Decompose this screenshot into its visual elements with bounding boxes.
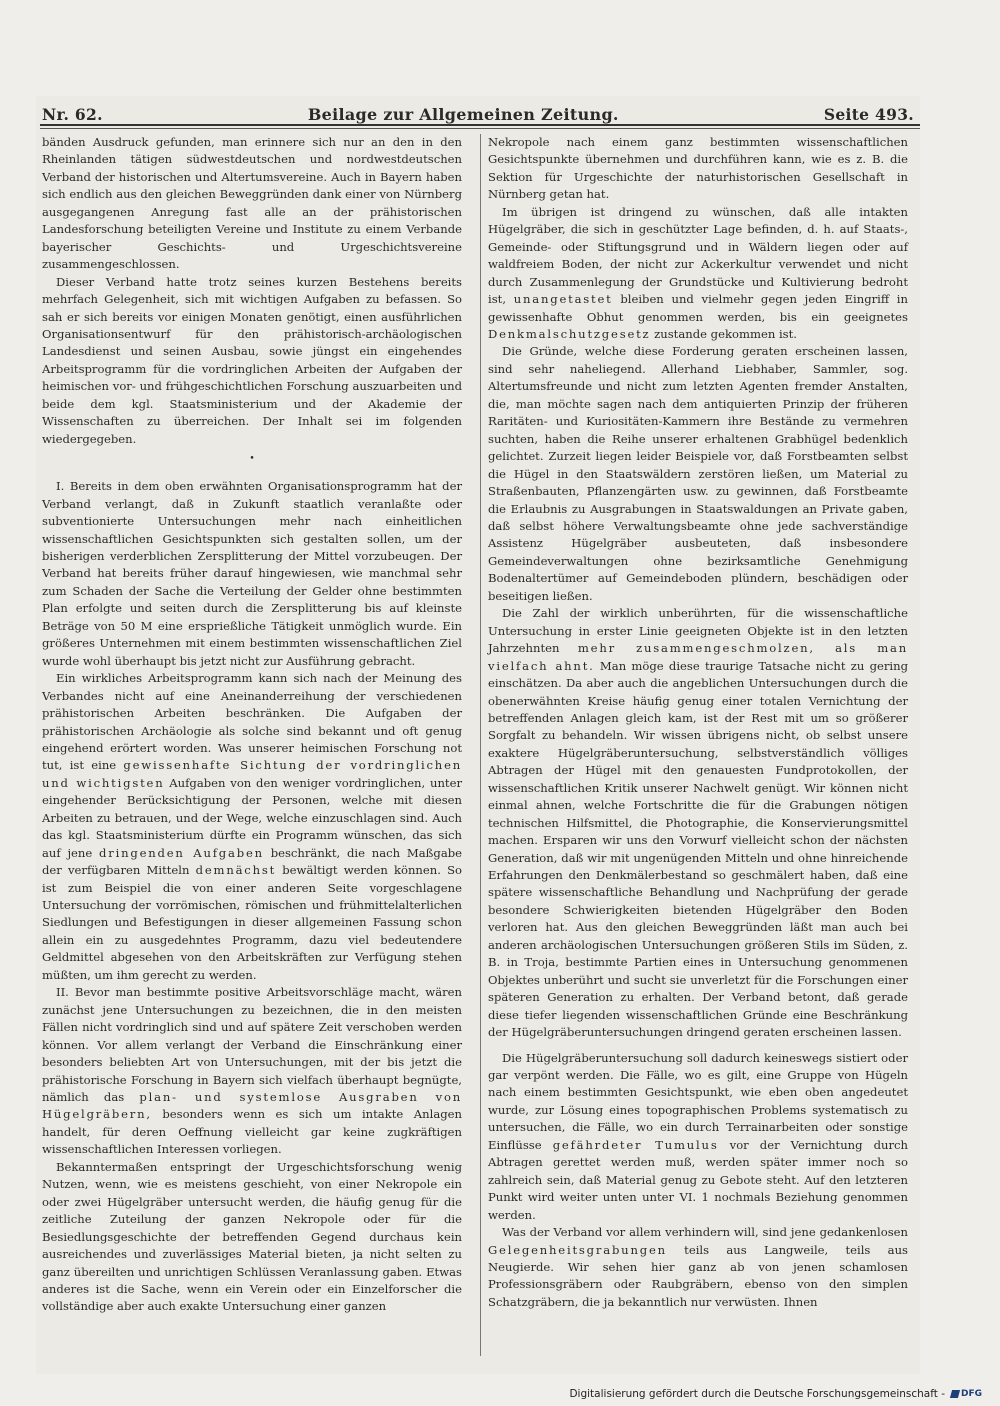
paragraph: Dieser Verband hatte trotz seines kurzen Bestehens bereits mehrfach Gelegenheit, sich mit wichtigen Aufgaben zu befassen. So sah er sich bereits vor einigen Monaten genötigt, einen ausführlichen Organisationsentwurf für den prähistorisch-archäologischen Landesdienst und seinen Ausbau, sowie jüngst ein eingehendes Arbeitsprogramm für die vordringlichen Arbeiten der Aufgaben der heimischen vor- und frühgeschichtlichen Forschung auszuarbeiten und beide dem kgl. Staatsministerium und der Akademie der Wissenschaften zu überreichen. Der Inhalt sei im folgenden wiedergegeben. xyxy=(42,274,462,446)
text-run: teils aus Langweile, teils aus Neugierde. Wir sehen hier ganz ab von jenen schamlosen Professionsgräbern oder Raubgräbern, ebenso von den simplen Schatzgräbern, die ja bekanntlich nur verwüsten. Ihnen xyxy=(488,1242,909,1309)
paragraph: bänden Ausdruck gefunden, man erinnere sich nur an den in den Rheinlanden tätigen südwestdeutschen und nordwestdeutschen Verband der historischen und Altertumsvereine. Auch in Bayern haben sich endlich aus den gleichen Beweggründen dank einer von Nürnberg ausgegangenen Anregung fast alle an der prähistorischen Landesforschung beteiligten Vereine und Institute zu einem Verbande bayerischer Geschichts- und Urgeschichtsvereine zusammengeschlossen. xyxy=(42,135,462,272)
left-column xyxy=(42,134,462,1316)
paragraph: I. Bereits in dem oben erwähnten Organisationsprogramm hat der Verband verlangt, daß in Zukunft staatlich veranlaßte oder subventionierte Untersuchungen mehr nach einheitlichen wissenschaftlichen Gesichtspunkten sich gestalten sollen, um der bisherigen verderblichen Zersplitterung der Mittel vorzubeugen. Der Verband hat bereits früher darauf hingewiesen, wie manchmal sehr zum Schaden der Sache die Verteilung der Gelder ohne bestimmten Plan erfolgte und seiten durch die Zersplitterung bis auf kleinste Beträge von 50 M eine ersprießliche Tätigkeit unmöglich wurde. Ein größeres Unternehmen mit einem bestimmten wissenschaftlichen Ziel wurde wohl überhaupt bis jetzt nicht zur Ausführung gebracht. xyxy=(42,479,462,668)
digitization-credit xyxy=(569,1386,982,1402)
text-run: besonders wenn es sich um intakte Anlagen handelt, für deren Oeffnung vielleicht gar keine zugkräftigen wissenschaftlichen Interessen vorliegen. xyxy=(42,1107,462,1157)
text-run: Ein wirkliches Arbeitsprogramm kann sich nach der Meinung des Verbandes nicht auf eine Aneinanderreihung der verschiedenen prähistorischen Arbeiten beschränken. Die Aufgaben der prähistorischen Archäologie als solche sind bekannt und oft genug eingehend erörtert worden. Was unserer heimischen Forschung not tut, ist eine xyxy=(42,671,462,773)
spaced-emphasis: demnächst xyxy=(195,863,277,878)
credit-text: Digitalisierung gefördert durch die Deutsche Forschungsgemeinschaft - xyxy=(569,1388,945,1400)
column-divider xyxy=(480,134,481,1356)
section-ornament: • xyxy=(249,454,255,465)
spaced-emphasis: Gelegenheitsgrabungen xyxy=(488,1242,667,1257)
right-column xyxy=(488,134,908,1311)
paragraph xyxy=(488,1050,908,1225)
spaced-emphasis: gewissenhafte Sichtung der vordringlichen und wichtigsten xyxy=(42,758,462,790)
text-run: Die Hügelgräberuntersuchung soll dadurch keineswegs sistiert oder gar verpönt werden. Die Fälle, wo es gilt, eine Gruppe von Hügeln nach einem bestimmten Gesichtspunkt, wie eben oben angedeutet wurde, zur Lösung eines topographischen Problems systematisch zu untersuchen, die Fälle, wo ein durch Terrainarbeiten oder sonstige Einflüsse xyxy=(488,1050,908,1152)
text-run: Man möge diese traurige Tatsache nicht zu gering einschätzen. Da aber auch die angeblichen Untersuchungen durch die obenerwähnten Kreise häufig genug einer totalen Vernichtung der betreffenden Anlagen gleich kam, ist der Rest mit um so größerer Sorgfalt zu behandeln. Wir wissen übrigens nicht, ob selbst unsere exaktere Hügelgräberuntersuchung, selbstverständlich völliges Abtragen der Hügel mit den genauesten Fundprotokollen, der wissenschaftlichen Kritik unserer Nachwelt genügt. Wir können nicht einmal ahnen, welche Fortschritte die für die Grabungen nötigen technischen Hilfsmittel, die Photographie, die Konservierungsmittel machen. Ersparen wir uns den Vorwurf vielleicht schon der nächsten Generation, daß wir mit ungenügenden Mitteln und ohne hinreichende Erfahrungen den Denkmälerbestand so geschmälert haben, daß eine spätere wissenschaftliche Behandlung und Nachprüfung der gerade besondere Schwierigkeiten bietenden Hügelgräber den Boden verloren hat. Aus den gleichen Beweggründen läßt man auch bei anderen archäologischen Untersuchungen größeren Stils im Süden, z. B. in Troja, bestimmte Partien eines in Untersuchung genommenen Objektes unberührt und sucht sie unverletzt für die Forschungen einer späteren Generation zu erhalten. Der Verband betont, daß gerade diese tiefer liegenden wissenschaftlichen Gründe eine Beschränkung der Hügelgräberuntersuchungen dringend geraten erscheinen lassen. xyxy=(488,658,908,1040)
spaced-emphasis: plan- und systemlose Ausgraben von Hügelgräbern, xyxy=(42,1090,462,1122)
paragraph: Bekanntermaßen entspringt der Urgeschichtsforschung wenig Nutzen, wenn, wie es meistens geschieht, von einer Nekropole ein oder zwei Hügelgräber untersucht werden, die häufig genug für die zeitliche Zuteilung der ganzen Nekropole oder für die Besiedlungsgeschichte der betreffenden Gegend durchaus kein ausreichendes und zuverlässiges Material bieten, ja nicht selten zu ganz übereilten und unrichtigen Schlüssen Veranlassung gaben. Etwas anderes ist die Sache, wenn ein Verein oder ein Einzelforscher die vollständige aber auch exakte Untersuchung einer ganzen xyxy=(42,1159,462,1314)
text-run: bleiben und vielmehr gegen jeden Eingriff in gewissenhafte Obhut genommen werden, bis ein geeignetes xyxy=(488,292,908,324)
paragraph xyxy=(42,984,462,1159)
paragraph xyxy=(42,670,462,984)
spaced-emphasis: unangetastet xyxy=(513,292,613,307)
dfg-logo xyxy=(951,1389,982,1399)
paragraph: Nekropole nach einem ganz bestimmten wissenschaftlichen Gesichtspunkte übernehmen und durchführen kann, wie es z. B. die Sektion für Urgeschichte der naturhistorischen Gesellschaft in Nürnberg getan hat. xyxy=(488,135,908,202)
dfg-logo-text: DFG xyxy=(960,1389,982,1399)
spaced-emphasis: Denkmalschutzgesetz xyxy=(488,326,651,341)
text-run: vor der Vernichtung durch Abtragen gerettet werden muß, werden später immer noch so zahlreich sein, daß Material genug zu Gebote steht. Auf den letzteren Punkt wird weiter unten unter VI. 1 nochmals Beziehung genommen werden. xyxy=(488,1137,909,1222)
page-header xyxy=(42,96,914,124)
issue-number: Nr. 62. xyxy=(42,105,103,124)
text-run: zustande gekommen ist. xyxy=(654,326,797,341)
text-run: Aufgaben von den weniger vordringlichen, unter eingehender Berücksichtigung der Personen, welche mit diesen Arbeiten zu betrauen, und der Wege, welche einzuschlagen sind. Auch das kgl. Staatsministerium dürfte ein Programm wünschen, das sich auf jene xyxy=(42,775,462,860)
paragraph-gap xyxy=(488,1042,908,1050)
text-run: Was der Verband vor allem verhindern will, sind jene gedankenlosen xyxy=(502,1225,908,1240)
newspaper-page xyxy=(36,96,920,1374)
page-number: Seite 493. xyxy=(823,105,914,124)
text-run: II. Bevor man bestimmte positive Arbeitsvorschläge macht, wären zunächst jene Untersuchungen zu bezeichnen, die in den meisten Fällen nicht vordringlich sind und auf spätere Zeit verschoben werden können. Vor allem verlangt der Verband die Einschränkung einer besonders beliebten Art von Untersuchungen, mit der bis jetzt die prähistorische Forschung in Bayern sich vielfach überhaupt begnügte, nämlich das xyxy=(42,985,462,1105)
text-run: Im übrigen ist dringend zu wünschen, daß alle intakten Hügelgräber, die sich in geschützter Lage befinden, d. h. auf Staats-, Gemeinde- oder Stiftungsgrund und in Wäldern liegen oder auf waldfreiem Boden, der nicht zur Ackerkultur verwendet und nicht durch Zusammenlegung der Grundstücke und Kultivierung bedroht ist, xyxy=(488,204,908,307)
paragraph xyxy=(488,204,908,344)
paragraph xyxy=(488,605,908,1041)
dfg-logo-mark-icon xyxy=(950,1390,960,1398)
spaced-emphasis: gefährdeter Tumulus xyxy=(552,1137,719,1152)
paragraph xyxy=(488,1224,908,1311)
text-run: Die Zahl der wirklich unberührten, für die wissenschaftliche Untersuchung in erster Linie geeigneten Objekte ist in den letzten Jahrzehnten xyxy=(488,606,908,656)
header-rule xyxy=(40,124,920,126)
text-run: bewältigt werden können. So ist zum Beispiel die von einer anderen Seite vorgeschlagene Untersuchung der vorrömischen, römischen und frühmittelalterlichen Siedlungen und Befestigungen in dieser allgemeinen Fassung schon allein ein zu ausgedehntes Programm, dazu viel bedeutendere Geldmittel abgesehen von den Arbeitskräften zur Verfügung stehen müßten, um ihm gerecht zu werden. xyxy=(42,863,463,982)
spaced-emphasis: dringenden Aufgaben xyxy=(99,845,264,860)
publication-title: Beilage zur Allgemeinen Zeitung. xyxy=(307,105,619,124)
paragraph: Die Gründe, welche diese Forderung geraten erscheinen lassen, sind sehr naheliegend. Allerhand Liebhaber, Sammler, sog. Altertumsfreunde und nicht zum letzten Agenten fremder Anstalten, die, man möchte sagen nach dem antiquierten Prinzip der früheren Raritäten- und Kuriositäten-Kammern ihre Bestände zu vermehren suchten, haben die Reihe unserer erhaltenen Grabhügel bedenklich gelichtet. Zurzeit liegen leider Beispiele vor, daß Forstbeamten selbst die Hügel in den Staatswäldern zerstören ließen, um Material zu Straßenbauten, Pflanzengärten usw. zu gewinnen, daß Forstbeamte die Erlaubnis zu Ausgrabungen in Staatswaldungen an Private gaben, daß selbst höhere Verwaltungsbeamte ohne jede sachverständige Assistenz Hügelgräber ausbeuteten, daß insbesondere Gemeindeverwaltungen ohne bezirksamtliche Genehmigung Bodenaltertümer auf Gemeindeboden plündern, beschädigen oder beseitigen ließen. xyxy=(488,344,908,603)
header-rule-thin xyxy=(40,128,920,129)
text-run: beschränkt, die nach Maßgabe der verfügbaren Mitteln xyxy=(42,845,463,878)
spaced-emphasis: mehr zusammengeschmolzen, als man vielfach ahnt. xyxy=(488,641,909,673)
